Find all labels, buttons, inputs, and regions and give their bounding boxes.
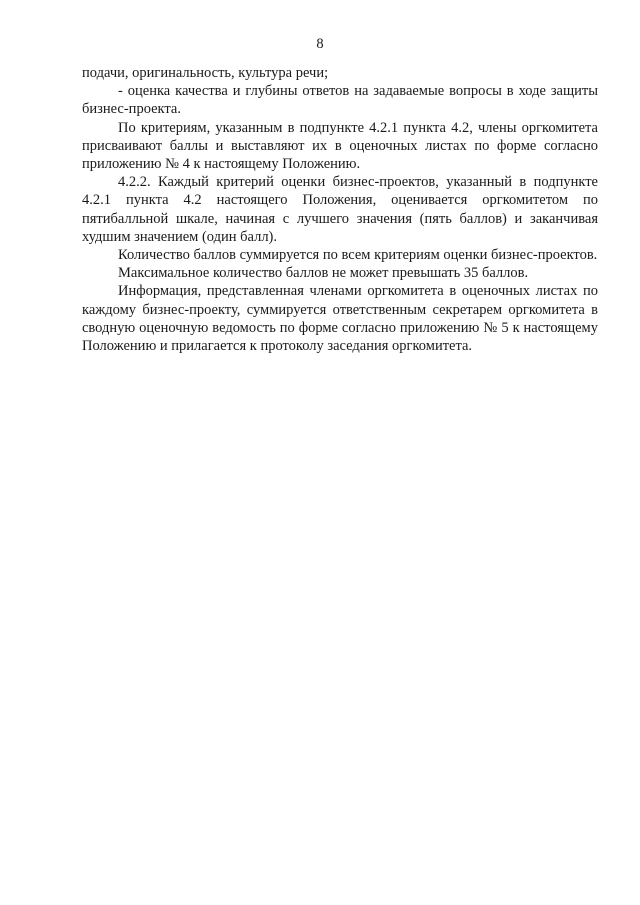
paragraph-criteria-scoring: По критериям, указанным в подпункте 4.2.1 пункта 4.2, члены оргкомитета присваивают баллы и выставляют их в оценочных листах по форме согласно приложению № 4 к настоящему Положению. [82, 119, 598, 173]
paragraph-score-sum: Количество баллов суммируется по всем критериям оценки бизнес-проектов. [118, 247, 598, 264]
document-body [82, 64, 598, 355]
page-number: 8 [316, 36, 324, 52]
paragraph-summary-sheet: Информация, представленная членами оргкомитета в оценочных листах по каждому бизнес-проекту, суммируется ответственным секретарем оргкомитета в сводную оценочную ведомость по форме согласно приложению № 5 к настоящему Положению и прилагается к протоколу заседания оргкомитета. [82, 283, 598, 355]
paragraph-max-score: Максимальное количество баллов не может превышать 35 баллов. [118, 265, 529, 282]
paragraph-continuation: подачи, оригинальность, культура речи; [82, 65, 329, 81]
paragraph-4-2-2: 4.2.2. Каждый критерий оценки бизнес-проектов, указанный в подпункте 4.2.1 пункта 4.2 настоящего Положения, оценивается оргкомитетом по пятибалльной шкале, начиная с лучшего значения (пять баллов) и заканчивая худшим значением (один балл). [82, 174, 598, 245]
paragraph-list-item: - оценка качества и глубины ответов на задаваемые вопросы в ходе защиты бизнес-проекта. [82, 83, 598, 118]
